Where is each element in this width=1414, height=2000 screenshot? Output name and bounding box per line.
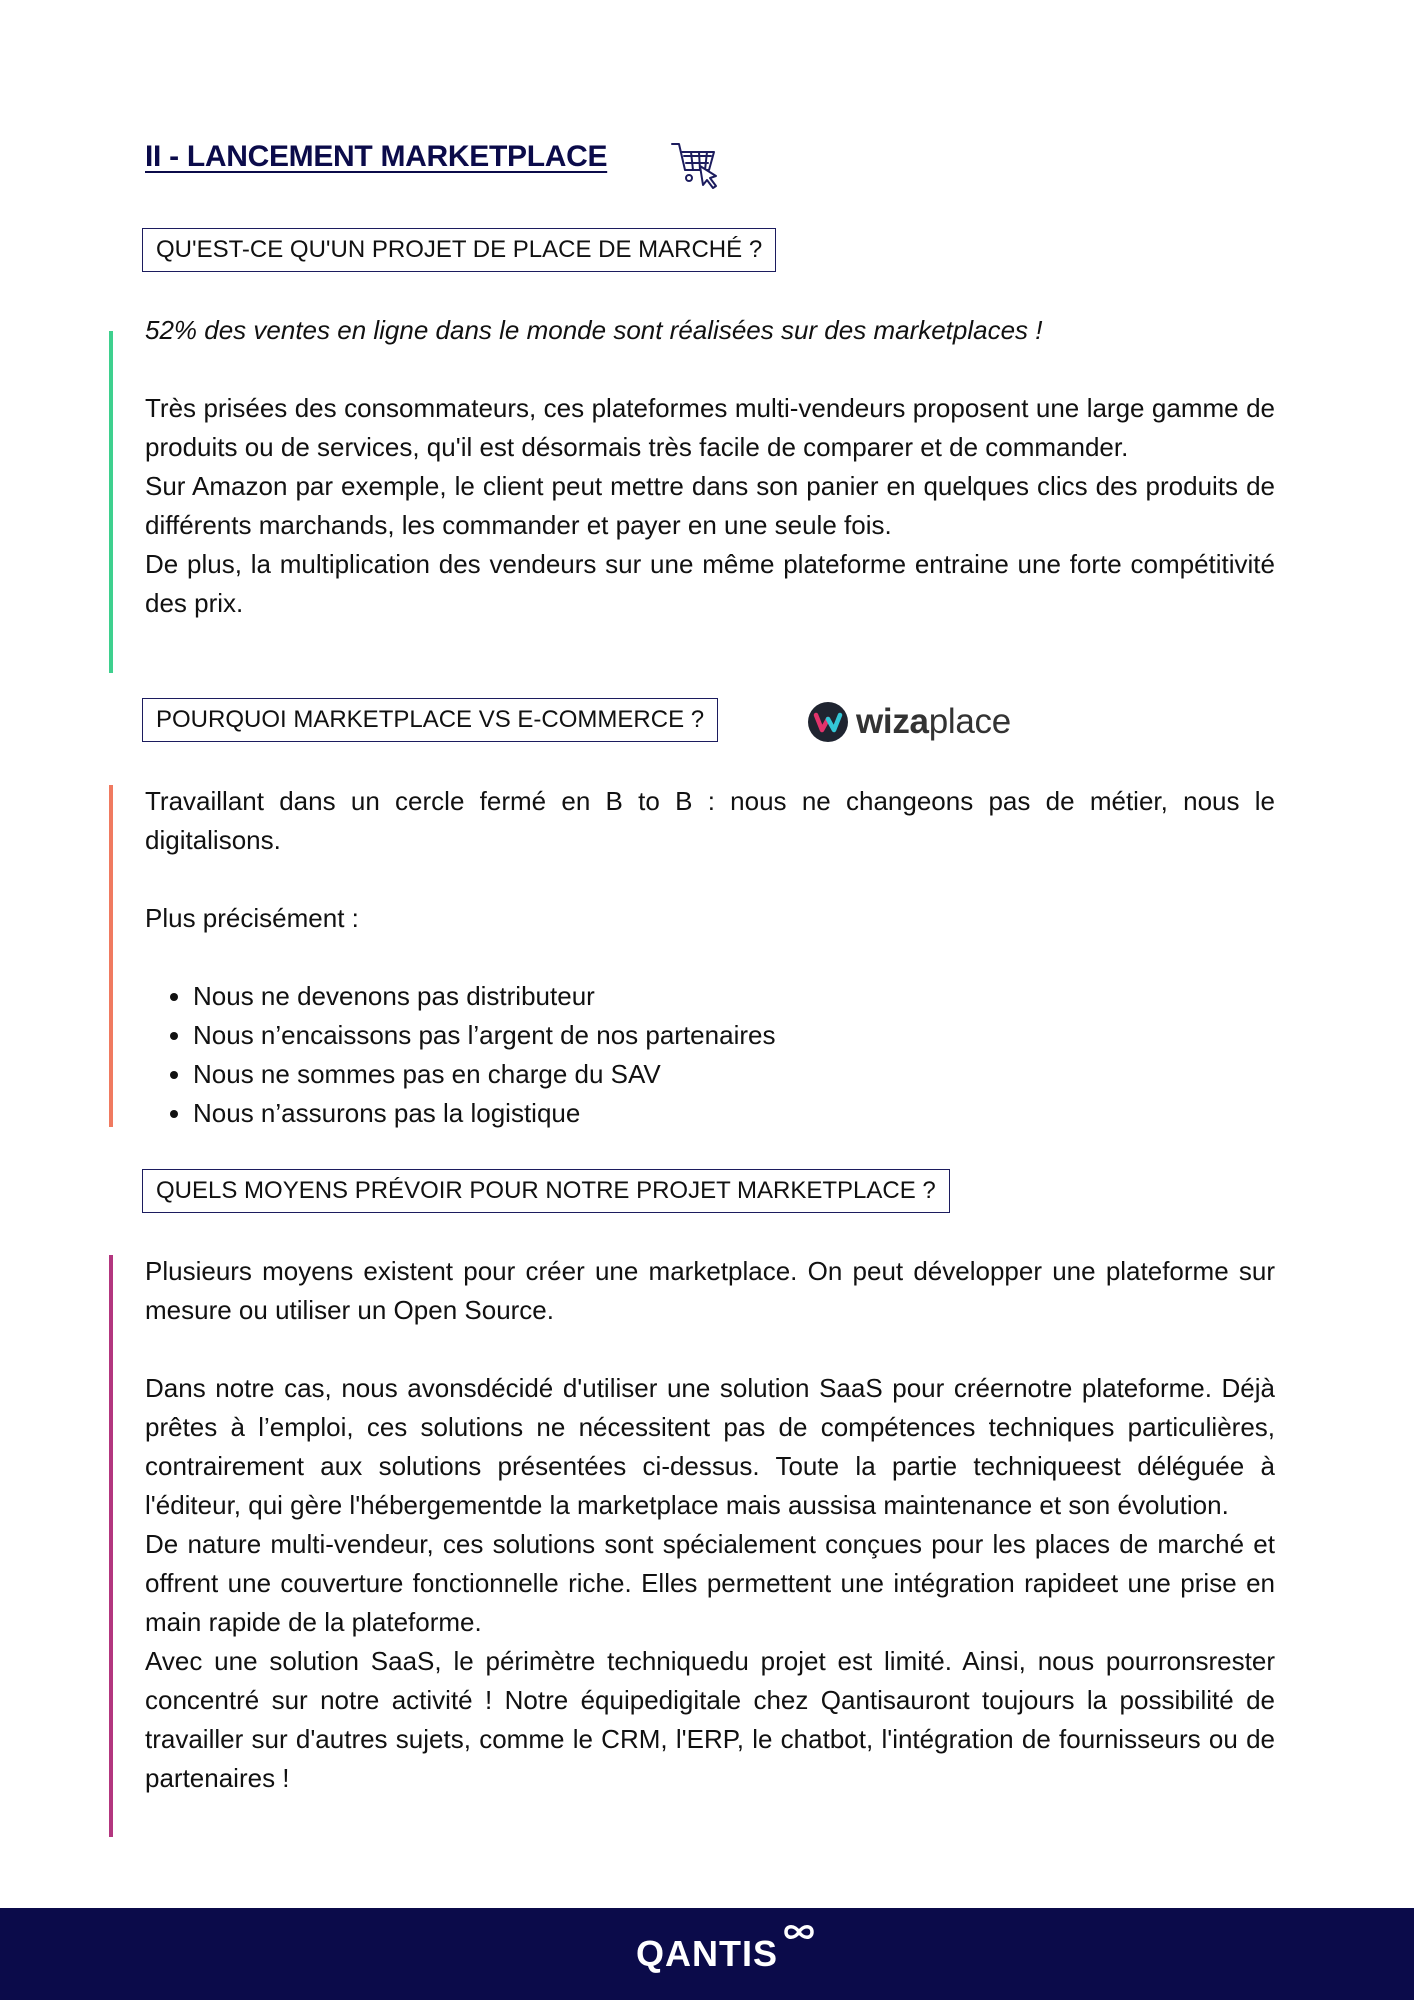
- section3-intro: Plusieurs moyens existent pour créer une marketplace. On peut développer une plateforme sur mesure ou utiliser un Open Source.: [145, 1256, 1275, 1325]
- section3-paragraph: Avec une solution SaaS, le périmètre techniquedu projet est limité. Ainsi, nous pourronsrester concentré sur notre activité ! Notre équipedigitale chez Qantisauront toujours la possibilité de travailler sur d'autres sujets, comme le CRM, l'ERP, le chatbot, l'intégration de fournisseurs ou de partenaires !: [145, 1646, 1275, 1793]
- section1-body: [145, 311, 1275, 623]
- section3-paragraph: Dans notre cas, nous avonsdécidé d'utiliser une solution SaaS pour créernotre plateforme. Déjà prêtes à l’emploi, ces solutions ne nécessitent pas de compétences techniques particulières, contrairement aux solutions présentées ci-dessus. Toute la partie techniqueest déléguée à l'éditeur, qui gère l'hébergementde la marketplace mais aussisa maintenance et son évolution.: [145, 1373, 1275, 1520]
- section3-accent-bar: [109, 1255, 113, 1837]
- page-title: II - LANCEMENT MARKETPLACE: [145, 140, 608, 173]
- wizaplace-logo-regular: place: [928, 702, 1011, 741]
- section2-intro: Travaillant dans un cercle fermé en B to B : nous ne changeons pas de métier, nous le digitalisons.: [145, 786, 1275, 855]
- section1-accent-bar: [109, 331, 113, 673]
- section-heading-means-for-project: QUELS MOYENS PRÉVOIR POUR NOTRE PROJET MARKETPLACE ?: [142, 1169, 950, 1213]
- section-heading-marketplace-vs-ecommerce: POURQUOI MARKETPLACE VS E-COMMERCE ?: [142, 698, 718, 742]
- qantis-logo-text: QANTIS: [635, 1933, 778, 1974]
- list-item: • Nous n’assurons pas la logistique: [193, 1094, 1275, 1133]
- wizaplace-logo-icon: [808, 702, 848, 742]
- infinity-icon: [782, 1921, 816, 1943]
- section3-paragraph: De nature multi-vendeur, ces solutions sont spécialement conçues pour les places de marché et offrent une couverture fonctionnelle riche. Elles permettent une intégration rapideet une prise en main rapide de la plateforme.: [145, 1529, 1275, 1637]
- section1-paragraph: Très prisées des consommateurs, ces plateformes multi-vendeurs proposent une large gamme de produits ou de services, qu'il est désormais très facile de comparer et de commander.: [145, 393, 1275, 462]
- wizaplace-logo-bold: wiza: [856, 702, 929, 741]
- list-item: • Nous n’encaissons pas l’argent de nos partenaires: [193, 1016, 1275, 1055]
- section1-intro: 52% des ventes en ligne dans le monde sont réalisées sur des marketplaces !: [145, 315, 1043, 345]
- section1-paragraph: Sur Amazon par exemple, le client peut mettre dans son panier en quelques clics des produits de différents marchands, les commander et payer en une seule fois.: [145, 471, 1275, 540]
- section2-accent-bar: [109, 785, 113, 1127]
- section2-bullet-list: [145, 977, 1275, 1133]
- list-item: • Nous ne devenons pas distributeur: [193, 977, 1275, 1016]
- footer: [0, 1908, 1414, 2000]
- section-heading-what-is-marketplace: QU'EST-CE QU'UN PROJET DE PLACE DE MARCHÉ ?: [142, 228, 776, 272]
- list-item: • Nous ne sommes pas en charge du SAV: [193, 1055, 1275, 1094]
- section3-body: [145, 1252, 1275, 1798]
- qantis-logo: [636, 1933, 778, 1975]
- section2-lead: Plus précisément :: [145, 903, 359, 933]
- section1-paragraph: De plus, la multiplication des vendeurs sur une même plateforme entraine une forte compétitivité des prix.: [145, 549, 1275, 618]
- section2-body: [145, 782, 1275, 1133]
- shopping-cart-icon: [670, 138, 720, 190]
- wizaplace-logo: [808, 700, 1011, 744]
